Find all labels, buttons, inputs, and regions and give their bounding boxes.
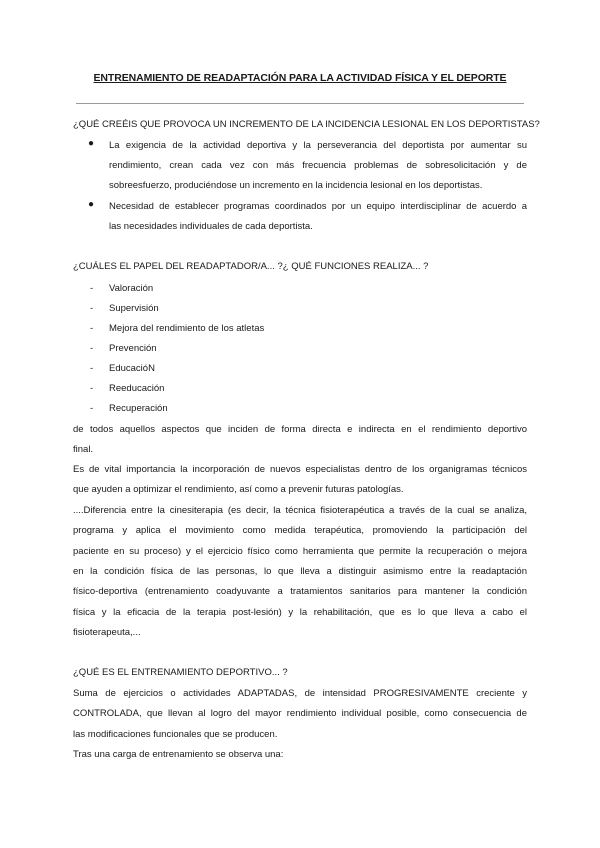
function-item-1: Valoración — [109, 283, 154, 294]
para-3-line-4: en la condición física de las personas, lo que lleva a distinguir asimismo entre la readaptación — [73, 566, 527, 577]
dash-marker: - — [90, 323, 94, 334]
para-1-line-1: de todos aquellos aspectos que inciden de forma directa e indirecta en el rendimiento deportivo — [73, 424, 527, 435]
para-3-line-6: física y la eficacia de la terapia post-lesión) y la rehabilitación, que es lo que lleva a cabo el — [73, 607, 527, 618]
para-3-line-7: fisioterapeuta,... — [73, 627, 141, 638]
para-4-line-1: Suma de ejercicios o actividades ADAPTADAS, de intensidad PROGRESIVAMENTE creciente y — [73, 688, 527, 699]
bullet-1-line-2: rendimiento, crean cada vez con más frecuencia problemas de sobresolicitación y de — [109, 160, 527, 171]
para-3-line-2: programa y aplica el movimiento como medida terapéutica, promoviendo la participación del — [73, 525, 527, 536]
para-4-line-2: CONTROLADA, que llevan al logro del mayor rendimiento individual posible, como consecuencia de — [73, 708, 527, 719]
bullet-1-line-3: sobreesfuerzo, produciéndose un incremento en la incidencia lesional en los deportistas. — [109, 180, 483, 191]
function-item-2: Supervisión — [109, 303, 159, 314]
bullet-2-line-2: las necesidades individuales de cada deportista. — [109, 221, 313, 232]
para-1-line-2: final. — [73, 444, 94, 455]
para-3-line-3: paciente en su proceso) y el ejercicio físico como herramienta que permite la recuperación o mejora — [73, 546, 527, 557]
dash-marker: - — [90, 383, 94, 394]
bullet-marker-1: ● — [88, 138, 95, 149]
title-divider — [76, 103, 524, 104]
para-3-line-5: físico-deportiva (entrenamiento coadyuvante a tratamientos sanitarios para mantener la condición — [73, 586, 527, 597]
para-5: Tras una carga de entrenamiento se observa una: — [73, 749, 284, 760]
dash-marker: - — [90, 303, 94, 314]
function-item-6: Reeducación — [109, 383, 165, 394]
para-3-line-1: ....Diferencia entre la cinesiterapia (es decir, la técnica fisioterapéutica a través de la cual se analiza, — [73, 505, 527, 516]
section-3-question: ¿QUÉ ES EL ENTRENAMIENTO DEPORTIVO... ? — [73, 667, 288, 678]
dash-marker: - — [90, 403, 94, 414]
dash-marker: - — [90, 363, 94, 374]
dash-marker: - — [90, 343, 94, 354]
para-2-line-2: que ayuden a optimizar el rendimiento, así como a prevenir futuras patologías. — [73, 484, 404, 495]
section-1-question: ¿QUÉ CREÉIS QUE PROVOCA UN INCREMENTO DE LA INCIDENCIA LESIONAL EN LOS DEPORTISTAS? — [73, 119, 540, 130]
para-4-line-3: las modificaciones funcionales que se producen. — [73, 729, 278, 740]
function-item-4: Prevención — [109, 343, 157, 354]
para-2-line-1: Es de vital importancia la incorporación de nuevos especialistas dentro de los organigramas técnicos — [73, 464, 527, 475]
document-title: ENTRENAMIENTO DE READAPTACIÓN PARA LA ACTIVIDAD FÍSICA Y EL DEPORTE — [93, 72, 507, 84]
bullet-1-line-1: La exigencia de la actividad deportiva y la perseverancia del deportista por aumentar su — [109, 140, 527, 151]
function-item-5: EducacióN — [109, 363, 155, 374]
section-2-question: ¿CUÁLES EL PAPEL DEL READAPTADOR/A... ?¿ QUÉ FUNCIONES REALIZA... ? — [73, 261, 429, 272]
dash-marker: - — [90, 283, 94, 294]
function-item-3: Mejora del rendimiento de los atletas — [109, 323, 265, 334]
bullet-2-line-1: Necesidad de establecer programas coordinados por un equipo interdisciplinar de acuerdo a — [109, 201, 527, 212]
function-item-7: Recuperación — [109, 403, 168, 414]
bullet-marker-2: ● — [88, 199, 95, 210]
